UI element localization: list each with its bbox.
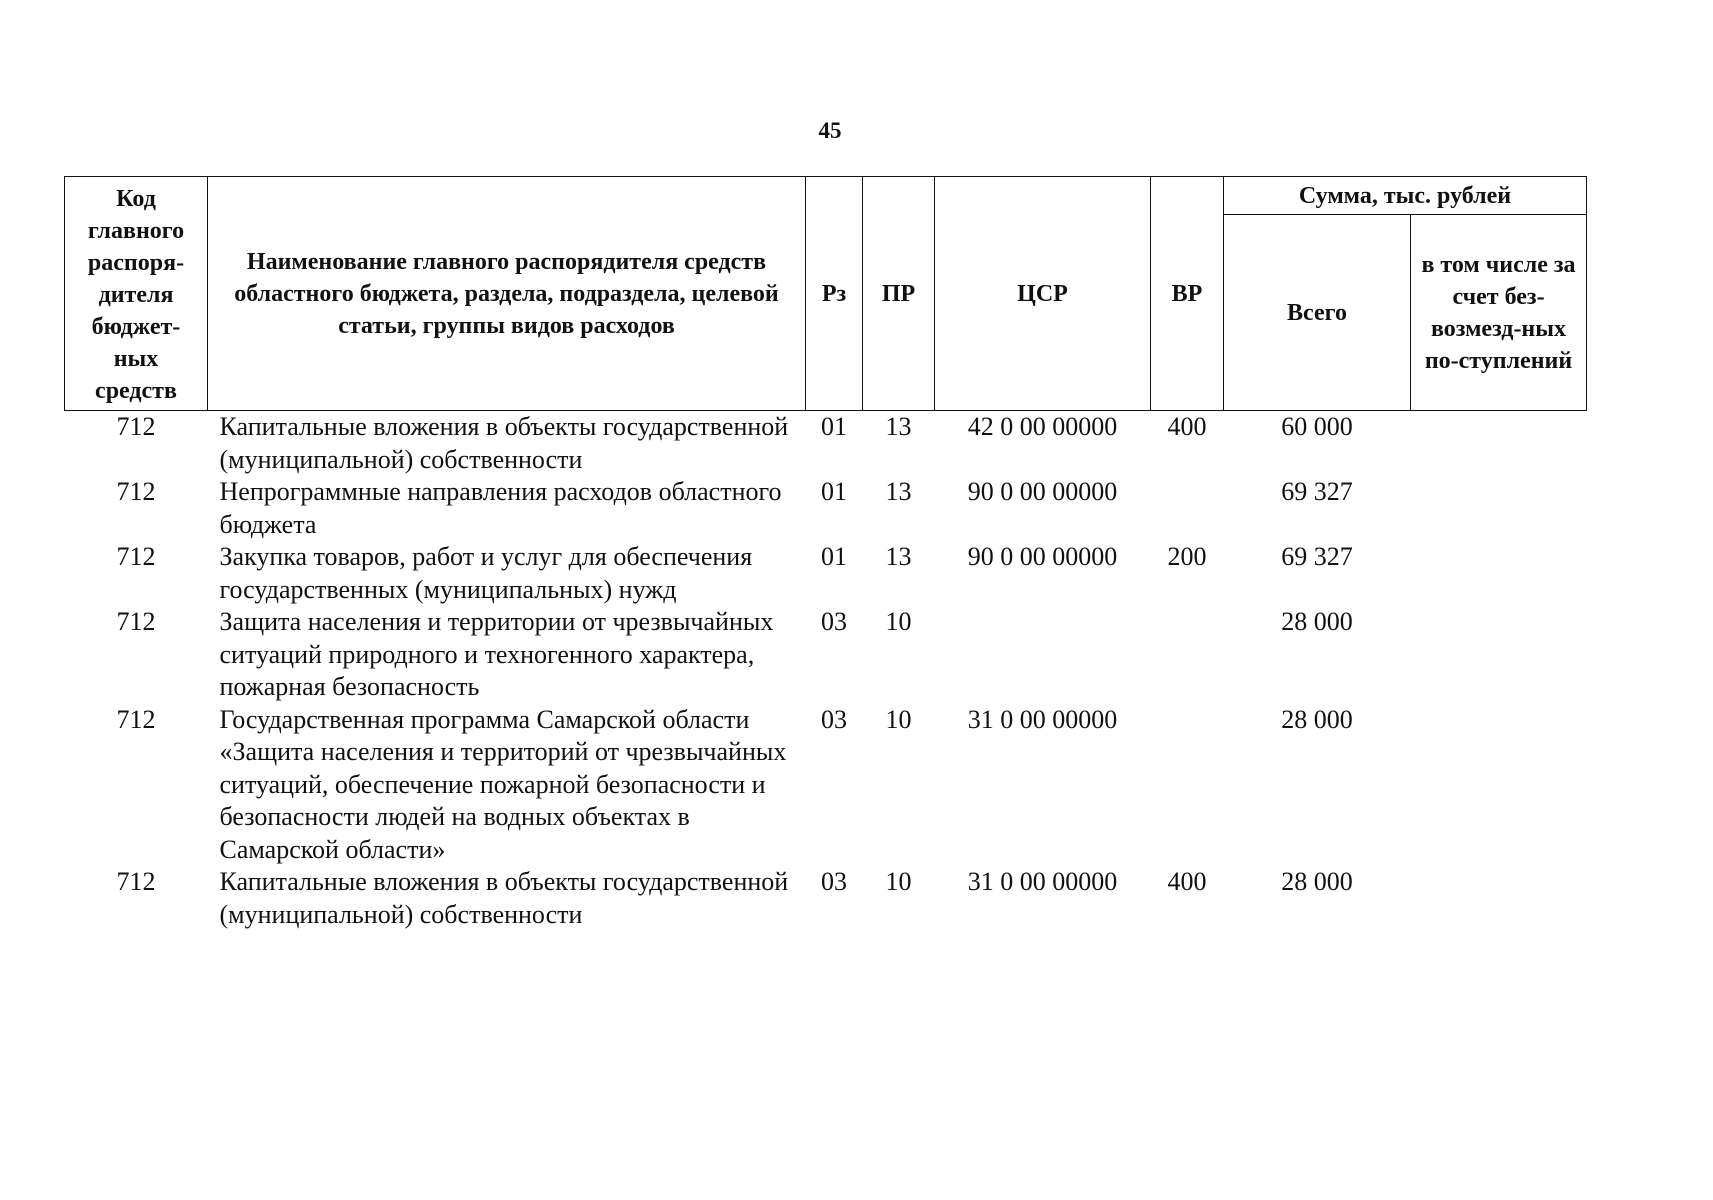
cell-csr: 31 0 00 00000 <box>967 704 1118 734</box>
cell-name: Капитальные вложения в объекты государственной (муниципальной) собственности <box>219 412 789 474</box>
header-rz: Рз <box>806 177 863 411</box>
cell-total: 69 327 <box>1281 542 1353 571</box>
cell-pr: 13 <box>885 542 912 571</box>
table-row <box>65 606 1587 704</box>
cell-code: 712 <box>116 542 156 571</box>
cell-name: Защита населения и территории от чрезвычайных ситуаций природного и техногенного характера, пожарная безопасность <box>219 607 774 701</box>
header-pr: ПР <box>863 177 935 411</box>
budget-table <box>64 176 1587 931</box>
cell-pr: 13 <box>885 412 912 441</box>
cell-rz: 03 <box>821 704 847 734</box>
cell-name: Государственная программа Самарской области «Защита населения и территорий от чрезвычайных ситуаций, обеспечение пожарной безопасности и безопасности людей на водных объектах в Самарской области» <box>219 704 787 864</box>
header-name <box>208 177 806 411</box>
cell-name: Непрограммные направления расходов областного бюджета <box>219 477 782 539</box>
cell-csr: 90 0 00 00000 <box>967 477 1118 506</box>
cell-total: 69 327 <box>1281 477 1353 506</box>
header-free <box>1411 215 1587 411</box>
cell-rz: 01 <box>821 542 847 571</box>
header-free-text: в том числе за счет без-возмезд-ных по-ступлений <box>1421 251 1576 374</box>
cell-csr: 31 0 00 00000 <box>967 867 1118 896</box>
cell-pr: 10 <box>885 867 912 896</box>
cell-total: 28 000 <box>1281 607 1353 636</box>
cell-name: Капитальные вложения в объекты государственной (муниципальной) собственности <box>219 867 789 929</box>
table-row <box>65 704 1587 867</box>
cell-total: 28 000 <box>1281 704 1353 734</box>
cell-csr: 90 0 00 00000 <box>967 542 1118 571</box>
cell-vr: 200 <box>1167 542 1207 571</box>
cell-free <box>1411 541 1587 606</box>
table-row <box>65 476 1587 541</box>
header-code <box>65 177 208 411</box>
cell-csr: 42 0 00 00000 <box>967 412 1118 441</box>
cell-rz: 01 <box>821 477 847 506</box>
cell-rz: 03 <box>821 607 847 636</box>
header-sum-group: Сумма, тыс. рублей <box>1224 177 1587 215</box>
cell-pr: 13 <box>885 477 912 506</box>
cell-code: 712 <box>116 867 156 896</box>
page-number: 45 <box>818 118 842 143</box>
table-row <box>65 541 1587 606</box>
header-total: Всего <box>1224 215 1411 411</box>
cell-free <box>1411 411 1587 477</box>
cell-total: 60 000 <box>1281 412 1353 441</box>
cell-code: 712 <box>116 607 156 636</box>
cell-vr <box>1151 606 1224 704</box>
cell-free <box>1411 606 1587 704</box>
cell-pr: 10 <box>885 704 912 734</box>
table-row <box>65 866 1587 931</box>
cell-csr <box>935 606 1151 704</box>
cell-free <box>1411 866 1587 931</box>
table-row <box>65 411 1587 477</box>
cell-code: 712 <box>116 704 156 734</box>
cell-code: 712 <box>116 412 156 441</box>
cell-vr: 400 <box>1167 412 1207 441</box>
header-vr: ВР <box>1151 177 1224 411</box>
cell-name: Закупка товаров, работ и услуг для обеспечения государственных (муниципальных) нужд <box>219 542 753 604</box>
cell-free <box>1411 704 1587 867</box>
header-csr: ЦСР <box>935 177 1151 411</box>
cell-vr: 400 <box>1167 867 1207 896</box>
cell-rz: 03 <box>821 867 847 896</box>
header-name-text: Наименование главного распорядителя средств областного бюджета, раздела, подраздела, целевой статьи, группы видов расходов <box>234 248 779 339</box>
cell-total: 28 000 <box>1281 867 1353 896</box>
cell-vr <box>1151 476 1224 541</box>
cell-free <box>1411 476 1587 541</box>
cell-rz: 01 <box>821 412 847 441</box>
cell-code: 712 <box>116 477 156 506</box>
cell-vr <box>1151 704 1224 867</box>
header-code-text: Код главного распоря-дителя бюджет-ных средств <box>87 185 185 404</box>
cell-pr: 10 <box>885 607 912 636</box>
